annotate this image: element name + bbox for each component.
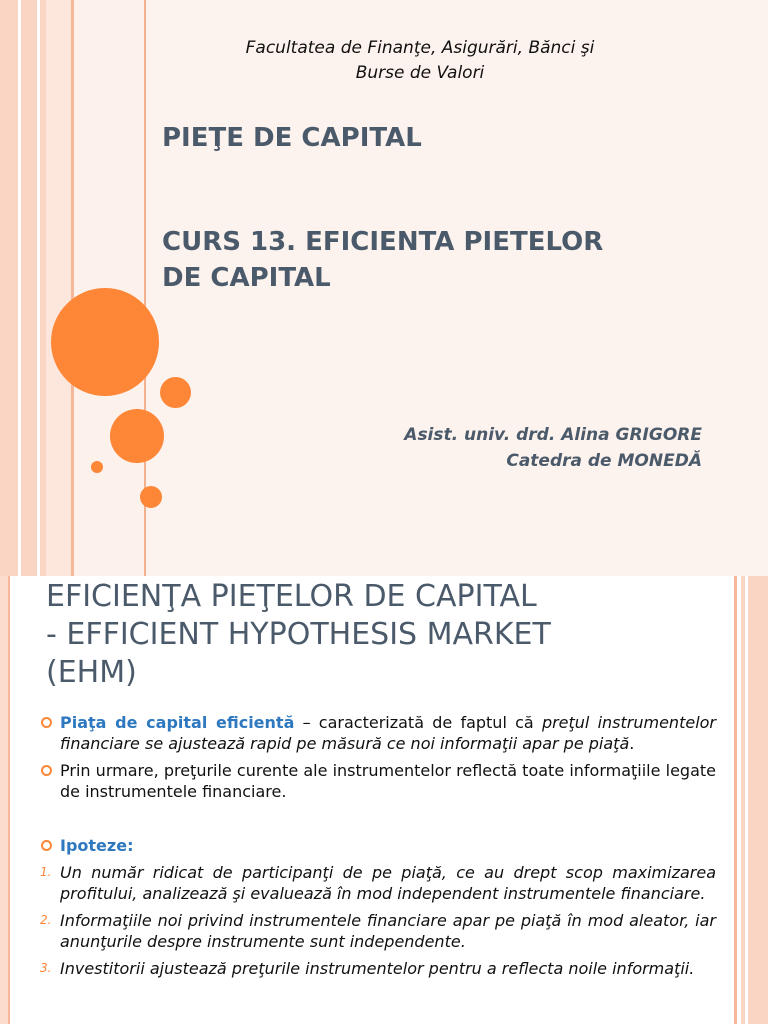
lecture-title	[162, 224, 722, 296]
bullet-ring-icon	[41, 840, 52, 851]
bullet-item	[40, 760, 716, 802]
circle-decoration	[140, 486, 162, 508]
bullet-text: – caracterizată de faptul că	[294, 713, 542, 732]
author-department: Catedra de MONEDĂ	[506, 451, 702, 471]
circle-decoration	[160, 377, 191, 408]
slide-body	[40, 712, 716, 979]
hypothesis-number: 3.	[40, 961, 52, 975]
bullet-term: Piaţa de capital eficientă	[60, 713, 295, 732]
bullet-end: .	[629, 734, 635, 753]
lecture-title-line-1: CURS 13. EFICIENTA PIETELOR	[162, 227, 604, 257]
faculty-name	[180, 36, 660, 86]
faculty-line-2: Burse de Valori	[355, 63, 485, 83]
stripe-decoration	[0, 0, 18, 576]
bullet-item	[40, 712, 716, 754]
hypothesis-number: 2.	[40, 913, 52, 927]
lecture-title-line-2: DE CAPITAL	[162, 263, 331, 293]
hypothesis-text: Investitorii ajustează preţurile instrumentelor pentru a reflecta noile informaţii.	[60, 959, 695, 978]
author-name: Asist. univ. drd. Alina GRIGORE	[404, 425, 702, 445]
bullet-ring-icon	[41, 765, 52, 776]
slide-title	[46, 578, 686, 692]
slide-title-line-1: EFICIENŢA PIEŢELOR DE CAPITAL	[46, 579, 537, 614]
circle-decoration	[51, 288, 159, 396]
hypothesis-item	[40, 910, 716, 952]
hypothesis-item	[40, 958, 716, 979]
course-title: PIEŢE DE CAPITAL	[162, 123, 422, 153]
circle-decoration	[91, 461, 103, 473]
hypotheses-label: Ipoteze:	[60, 836, 134, 855]
bullet-text: Prin urmare, preţurile curente ale instrumentelor reflectă toate informaţiile legate de instrumentele financiare.	[60, 761, 716, 801]
hypothesis-text: Informaţiile noi privind instrumentele financiare apar pe piaţă în mod aleator, iar anunţurile despre instrumente sunt independente.	[60, 911, 716, 951]
hypothesis-number: 1.	[40, 865, 52, 879]
author-block	[404, 422, 702, 474]
slide-title-line-3: (EHM)	[46, 655, 137, 690]
stripe-decoration	[748, 576, 768, 1024]
stripe-decoration	[46, 0, 71, 576]
stripe-decoration	[21, 0, 37, 576]
slide-title-line-2: - EFFICIENT HYPOTHESIS MARKET	[46, 617, 551, 652]
stripe-decoration	[8, 576, 10, 1024]
hypotheses-heading	[40, 835, 716, 856]
bullet-italic-text: preţul instrumentelor financiare se ajustează rapid pe măsură ce noi informaţii apar pe piaţă	[60, 713, 717, 753]
bullet-ring-icon	[41, 717, 52, 728]
hypothesis-item	[40, 862, 716, 904]
faculty-line-1: Facultatea de Finanţe, Asigurări, Bănci şi	[245, 38, 595, 58]
stripe-decoration	[0, 576, 8, 1024]
content-slide	[0, 576, 768, 1024]
hypothesis-text: Un număr ridicat de participanţi de pe piaţă, ce au drept scop maximizarea profitului, analizează şi evaluează în mod independent instrumentele financiare.	[60, 863, 716, 903]
circle-decoration	[110, 409, 164, 463]
